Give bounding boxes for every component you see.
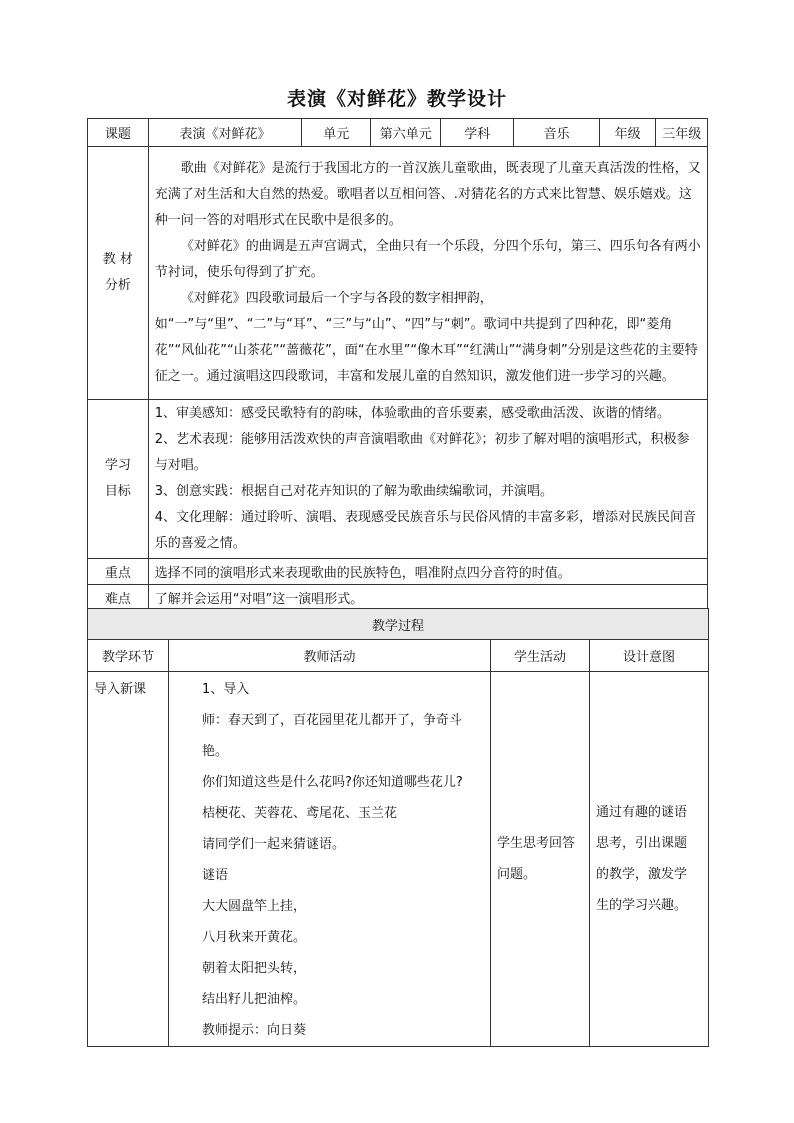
goal-item: 3、创意实践：根据自己对花卉知识的了解为歌曲续编歌词，并演唱。	[154, 484, 554, 499]
key-point-label: 重点	[88, 559, 149, 585]
teacher-line: 大大圆盘竿上挂，	[202, 899, 307, 914]
key-point-text: 选择不同的演唱形式来表现歌曲的民族特色，唱准附点四分音符的时值。	[148, 559, 707, 585]
topic-value: 表演《对鲜花》	[148, 119, 301, 147]
stage-cell: 导入新课	[88, 672, 169, 1047]
goal-item: 4、文化理解：通过聆听、演唱、表现感受民族音乐与民俗风情的丰富多彩，增添对民族民间音乐的喜爱之情。	[154, 510, 697, 551]
student-activity: 学生思考回答 问题。	[491, 672, 590, 1047]
topic-label: 课题	[88, 119, 149, 147]
goals-label: 学习 目标	[88, 400, 149, 559]
design-intent: 通过有趣的谜语 思考，引出课题 的教学，激发学 生的学习兴趣。	[590, 672, 709, 1047]
teacher-line: 八月秋来开黄花。	[202, 930, 307, 945]
teacher-line: 艳。	[202, 744, 229, 759]
section-title: 教学过程	[88, 609, 709, 640]
analysis-label: 教 材 分析	[88, 147, 149, 400]
analysis-paragraph: 《对鲜花》的曲调是五声宫调式，全曲只有一个乐段，分四个乐句，第三、四乐句各有两小节衬词，使乐句得到了扩充。	[154, 239, 701, 280]
goal-item: 2、艺术表现：能够用活泼欢快的声音演唱歌曲《对鲜花》；初步了解对唱的演唱形式，积极参与对唱。	[154, 432, 690, 473]
teacher-line: 朝着太阳把头转，	[202, 961, 307, 976]
teacher-activity	[169, 672, 491, 1047]
analysis-content	[148, 147, 707, 400]
teacher-line: 谜语	[202, 868, 229, 883]
lesson-info-table	[87, 118, 708, 611]
teacher-line: 1、导入	[202, 682, 250, 697]
subject-label: 学科	[441, 119, 514, 147]
subject-value: 音乐	[514, 119, 599, 147]
header-design: 设计意图	[590, 640, 709, 672]
header-student: 学生活动	[491, 640, 590, 672]
teacher-line: 结出籽儿把油榨。	[202, 992, 307, 1007]
teacher-line: 桔梗花、芙蓉花、鸢尾花、玉兰花	[202, 806, 398, 821]
page-title: 表演《对鲜花》教学设计	[286, 88, 507, 110]
unit-value: 第六单元	[371, 119, 441, 147]
difficulty-text: 了解并会运用“对唱”这一演唱形式。	[148, 585, 707, 611]
teacher-line: 你们知道这些是什么花吗?你还知道哪些花儿?	[202, 775, 463, 790]
analysis-paragraph: 歌曲《对鲜花》是流行于我国北方的一首汉族儿童歌曲，既表现了儿童天真活泼的性格，又充满了对生活和大自然的热爱。歌唱者以互相问答、.对猜花名的方式来比智慧、娱乐嬉戏。这种一问一答的对唱形式在民歌中是很多的。	[154, 161, 701, 228]
difficulty-label: 难点	[88, 585, 149, 611]
grade-label: 年级	[599, 119, 656, 147]
teacher-line: 教师提示：向日葵	[202, 1023, 307, 1038]
header-stage: 教学环节	[88, 640, 169, 672]
analysis-paragraph: 《对鲜花》四段歌词最后一个字与各段的数字相押韵，如“一”与“里”、“二”与“耳”、“三”与“山”、“四”与“刺”。歌词中共提到了四种花，即“菱角花”“风仙花”“山茶花”“蔷薇花”，面“在水里”“像木耳”“红满山”“满身刺”分别是这些花的主要特征之一。通过演唱这四段歌词，丰富和发展儿童的自然知识，激发他们进一步学习的兴趣。	[154, 291, 698, 384]
teaching-process-table	[87, 608, 709, 1047]
goals-content	[148, 400, 707, 559]
teacher-line: 请同学们一起来猜谜语。	[202, 837, 346, 852]
teacher-line: 师：春天到了，百花园里花儿都开了，争奇斗	[202, 713, 463, 728]
header-teacher: 教师活动	[169, 640, 491, 672]
unit-label: 单元	[302, 119, 371, 147]
grade-value: 三年级	[656, 119, 708, 147]
goal-item: 1、审美感知：感受民歌特有的韵味，体验歌曲的音乐要素，感受歌曲活泼、诙谐的情绪。	[154, 406, 671, 421]
